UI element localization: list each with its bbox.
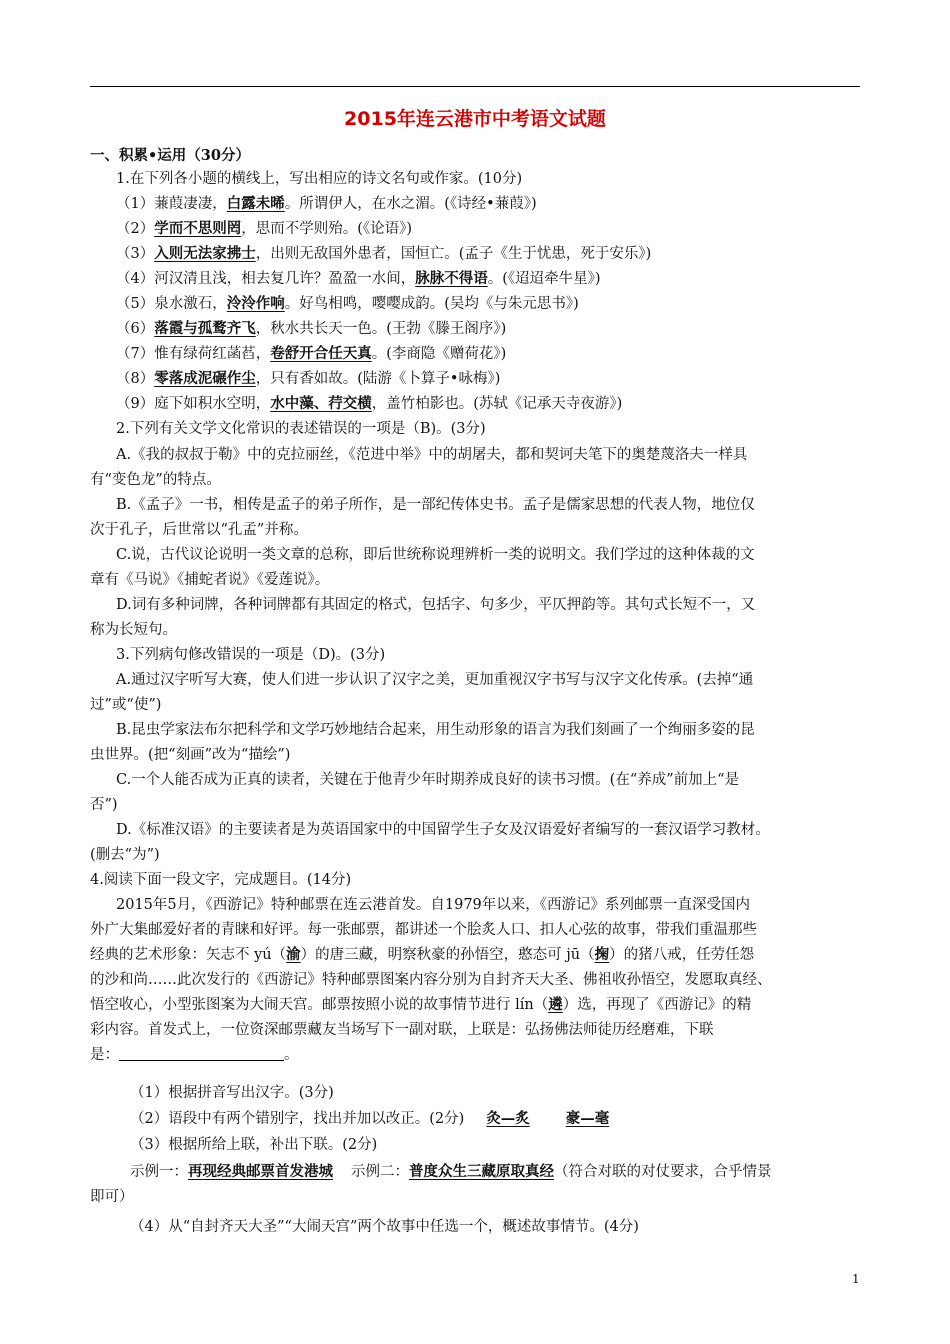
- q1-item: [116, 370, 886, 388]
- q1-item-text: （9）庭下如积水空明，: [116, 396, 271, 412]
- q1-item-text: ，秋水共长天一色。(王勃《滕王阁序》): [255, 321, 507, 337]
- q1-item-text: 。好鸟相鸣，嘤嘤成韵。(吴均《与朱元思书》): [284, 296, 579, 312]
- q3-option-c-cont: 否”): [90, 797, 118, 813]
- q1-item: [116, 345, 886, 363]
- answer-text: 零落成泥碾作尘: [154, 370, 256, 387]
- q1-item-text: （1）蒹葭凄凄，: [116, 196, 227, 212]
- q4-para-line: 外广大集邮爱好者的青睐和好评。每一张邮票，都讲述一个脍炙人口、扣人心弦的故事，带我们重温那些: [90, 922, 757, 938]
- answer-text: 落霞与孤鹜齐飞: [154, 320, 256, 337]
- q4-sub-2: [130, 1110, 900, 1128]
- q4-text: 经典的艺术形象：矢志不 yú（: [90, 947, 287, 963]
- q1-item: [116, 320, 886, 338]
- section-heading: 一、积累•运用（30分）: [90, 147, 250, 164]
- q4-text: ）的唐三藏，明察秋豪的孙悟空，憨态可 jū（: [300, 947, 595, 963]
- q1-item: [116, 295, 886, 313]
- q3-option-b-cont: 虫世界。(把“刻画”改为“描绘”): [90, 747, 291, 763]
- q1-item: [116, 270, 886, 288]
- q3-option-c: C.一个人能否成为正真的读者，关键在于他青少年时期养成良好的读书习惯。(在“养成”前加上“是: [116, 772, 740, 788]
- q1-item-text: （5）泉水激石，: [116, 296, 227, 312]
- q4-text: ）的猪八戒，任劳任怨: [609, 947, 755, 963]
- answer-text: 卷舒开合任天真: [270, 345, 372, 362]
- q3-stem: 3.下列病句修改错误的一项是（D)。(3分): [116, 647, 386, 663]
- q4-para-line: [90, 1046, 860, 1064]
- q2-option-c: C.说，古代议论说明一类文章的总称，即后世统称说理辨析一类的说明文。我们学过的这种体裁的文: [116, 547, 755, 563]
- answer-text: 水中藻、荇交横: [270, 395, 372, 412]
- answer-text: 脉脉不得语: [415, 270, 488, 287]
- answer-blank[interactable]: [119, 1046, 284, 1061]
- q2-option-d-cont: 称为长短句。: [90, 622, 177, 638]
- q1-item-text: ，思而不学则殆。(《论语》): [241, 221, 413, 237]
- example-label: 示例二：: [351, 1164, 409, 1180]
- answer-text: 学而不思则罔: [154, 220, 242, 237]
- q3-option-a: A.通过汉字听写大赛，使人们进一步认识了汉字之美，更加重视汉字书写与汉字文化传承。(去掉“通: [116, 672, 754, 688]
- q2-option-a: A.《我的叔叔于勒》中的克拉丽丝，《范进中举》中的胡屠夫，都和契诃夫笔下的奥楚蔑洛夫一样具: [116, 447, 748, 463]
- q1-item-text: 。(李商隐《赠荷花》): [371, 346, 507, 362]
- q3-option-d: D.《标准汉语》的主要读者是为英语国家中的中国留学生子女及汉语爱好者编写的一套汉语学习教材。: [116, 822, 770, 838]
- q3-option-b: B.昆虫学家法布尔把科学和文学巧妙地结合起来，用生动形象的语言为我们刻画了一个绚丽多姿的昆: [116, 722, 755, 738]
- q3-option-d-cont: (删去“为”): [90, 847, 160, 863]
- q3-option-a-cont: 过”或“使”): [90, 697, 162, 713]
- q2-option-c-cont: 章有《马说》《捕蛇者说》《爱莲说》。: [90, 572, 330, 588]
- q1-item: [116, 195, 886, 213]
- q1-item-text: 。(《迢迢牵牛星》): [487, 271, 601, 287]
- q4-text: 悟空收心，小型张图案为大闹天宫。邮票按照小说的故事情节进行 lín（: [90, 997, 549, 1013]
- answer-text: 再现经典邮票首发港城: [188, 1163, 333, 1180]
- answer-text: 普度众生三藏原取真经: [409, 1163, 554, 1180]
- q4-examples-cont: 即可）: [90, 1189, 134, 1205]
- q4-stem: 4.阅读下面一段文字，完成题目。(14分): [90, 872, 352, 888]
- q4-para-line: [90, 946, 860, 964]
- q1-item-text: 。所谓伊人，在水之湄。(《诗经•蒹葭》): [284, 196, 537, 212]
- q1-item: [116, 245, 886, 263]
- answer-text: 掬: [594, 946, 610, 963]
- q1-item: [116, 395, 886, 413]
- page-title: 2015年连云港市中考语文试题: [344, 108, 606, 130]
- q1-stem: 1.在下列各小题的横线上，写出相应的诗文名句或作家。(10分): [116, 171, 523, 187]
- q1-item-text: （7）惟有绿荷红菡萏，: [116, 346, 271, 362]
- q1-item-text: ，出则无敌国外患者，国恒亡。(孟子《生于忧患，死于安乐》): [255, 246, 652, 262]
- q1-item: [116, 220, 886, 238]
- q4-para-line: [90, 996, 860, 1014]
- q2-option-b-cont: 次于孔子，后世常以“孔孟”并称。: [90, 522, 308, 538]
- answer-text: 泠泠作响: [226, 295, 285, 312]
- q1-item-text: ，只有香如故。(陆游《卜算子•咏梅》): [255, 371, 501, 387]
- answer-text: 入则无法家拂士: [154, 245, 256, 262]
- q2-option-a-cont: 有“变色龙”的特点。: [90, 472, 221, 488]
- answer-text: 遴: [548, 996, 563, 1013]
- q1-item-text: （2）: [116, 221, 155, 237]
- q2-option-b: B.《孟子》一书，相传是孟子的弟子所作，是一部纪传体史书。孟子是儒家思想的代表人物，地位仅: [116, 497, 755, 513]
- q1-item-text: （6）: [116, 321, 155, 337]
- q1-item-text: （4）河汉清且浅，相去复几许？盈盈一水间，: [116, 271, 416, 287]
- q4-sub-4: （4）从“自封齐天大圣”“大闹天宫”两个故事中任选一个，概述故事情节。(4分): [130, 1219, 639, 1235]
- q2-stem: 2.下列有关文学文化常识的表述错误的一项是（B)。(3分): [116, 421, 486, 437]
- q4-sub-2-text: （2）语段中有两个错别字，找出并加以改正。(2分): [130, 1111, 465, 1127]
- answer-text: 渝: [286, 946, 301, 963]
- q4-text: 是：: [90, 1047, 119, 1063]
- q4-para-line: 的沙和尚……此次发行的《西游记》特种邮票图案内容分别为自封齐天大圣、佛祖收孙悟空，发愿取真经、: [90, 972, 772, 988]
- example-label: 示例一：: [130, 1164, 188, 1180]
- q4-para-line: 2015年5月，《西游记》特种邮票在连云港首发。自1979年以来，《西游记》系列邮票一直深受国内: [116, 897, 751, 913]
- q4-sub-1: （1）根据拼音写出汉字。(3分): [130, 1085, 334, 1101]
- page-number: 1: [852, 1272, 860, 1286]
- q1-item-text: （8）: [116, 371, 155, 387]
- q1-item-text: ，盖竹柏影也。(苏轼《记承天寺夜游》): [371, 396, 623, 412]
- q1-item-text: （3）: [116, 246, 155, 262]
- q4-examples: [130, 1163, 900, 1181]
- answer-text: 豪—毫: [565, 1110, 610, 1127]
- q4-sub-3: （3）根据所给上联，补出下联。(2分): [130, 1137, 378, 1153]
- q4-para-line: 彩内容。首发式上，一位资深邮票藏友当场写下一副对联，上联是：弘扬佛法师徒历经磨难，下联: [90, 1022, 714, 1038]
- q2-option-d: D.词有多种词牌，各种词牌都有其固定的格式，包括字、句多少，平仄押韵等。其句式长短不一，又: [116, 597, 756, 613]
- answer-text: 灸—炙: [486, 1110, 530, 1127]
- example-note: （符合对联的对仗要求，合乎情景: [554, 1164, 772, 1180]
- q4-text: ）选，再现了《西游记》的精: [562, 997, 752, 1013]
- header-rule: [90, 86, 860, 87]
- q4-text: 。: [284, 1047, 299, 1063]
- answer-text: 白露未晞: [226, 195, 285, 212]
